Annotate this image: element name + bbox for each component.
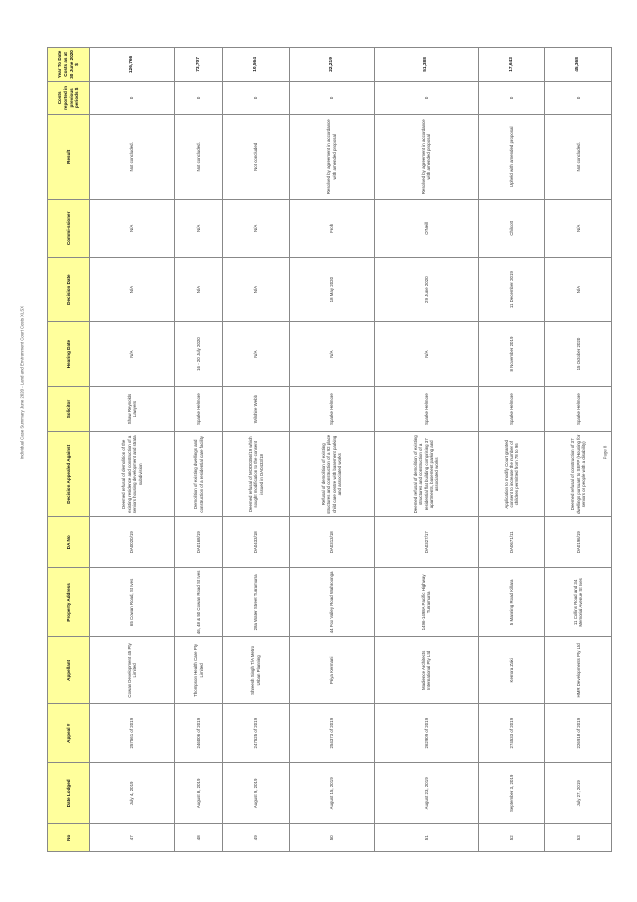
- cell-address: 1496-1498A Pacific Highway Turramurra: [374, 568, 478, 637]
- column-header: Costs reported in previous periods $: [48, 81, 90, 114]
- cell-ytd: 126,766: [90, 48, 175, 82]
- cell-prev: 0: [374, 81, 478, 114]
- cell-appeal: 274533 of 2019: [478, 704, 545, 763]
- cell-prev: 0: [175, 81, 223, 114]
- cell-ytd: 17,643: [478, 48, 545, 82]
- cell-da: DA0327/17: [374, 517, 478, 568]
- column-header: Decision Date: [48, 257, 90, 321]
- table-row: [223, 48, 290, 852]
- cell-result: Not concluded.: [545, 114, 612, 199]
- cell-no: 52: [478, 824, 545, 852]
- column-header: Decision Appealed Against: [48, 432, 90, 517]
- cell-commissioner: N/A: [90, 199, 175, 257]
- cell-da: DA0433/18: [223, 517, 290, 568]
- cell-date-lodged: August 9, 2019: [223, 763, 290, 824]
- cell-appellant: Priya Kermani: [289, 637, 374, 704]
- cell-appellant: HMR Developments Pty Ltd: [545, 637, 612, 704]
- cell-date-lodged: August 23, 2019: [374, 763, 478, 824]
- cell-hearing: N/A: [374, 322, 478, 386]
- document-header: Individual Case Summary June 2020 - Land and Environment Court Costs XLSX: [19, 305, 25, 460]
- cell-solicitor: Shaw Reynolds Lawyers: [90, 386, 175, 432]
- column-header: DA No: [48, 517, 90, 568]
- table-row: [374, 48, 478, 852]
- cell-commissioner: N/A: [545, 199, 612, 257]
- cell-no: 48: [175, 824, 223, 852]
- cell-decision-date: 11 December 2019: [478, 257, 545, 321]
- cell-result: Not concluded.: [175, 114, 223, 199]
- cell-appellant: Cowan Development 45 Pty Limited: [90, 637, 175, 704]
- cell-prev: 0: [90, 81, 175, 114]
- cell-address: 46, 48 & 50 Cowan Road St Ives: [175, 568, 223, 637]
- cell-hearing: N/A: [289, 322, 374, 386]
- cell-no: 47: [90, 824, 175, 852]
- cell-commissioner: N/A: [175, 199, 223, 257]
- cell-result: Resolved by agreement in accordance with amended proposal: [374, 114, 478, 199]
- table-header-row: [48, 48, 90, 852]
- cell-da: DA0020/19: [90, 517, 175, 568]
- cell-no: 50: [289, 824, 374, 852]
- cell-solicitor: Sparke Helmore: [175, 386, 223, 432]
- cell-address: 28a Water Street Turramurra: [223, 568, 290, 637]
- cell-commissioner: Froh: [289, 199, 374, 257]
- cell-solicitor: Sparke Helmore: [374, 386, 478, 432]
- cell-hearing: 15 October 2020: [545, 322, 612, 386]
- cell-hearing: N/A: [223, 322, 290, 386]
- column-header: Result: [48, 114, 90, 199]
- cell-appeal: 257561 of 2019: [90, 704, 175, 763]
- cell-decision: Deemed refusal of construction of 37 dwellings pursuant to SEPP (Housing for seniors or people with a disability): [545, 432, 612, 517]
- cell-da: DA0671/11: [478, 517, 545, 568]
- column-header: Commi-ssioner: [48, 199, 90, 257]
- cell-decision: Deemed refusal of demolition of the existing residence and construction of a seniors housing development and strata subdivision: [90, 432, 175, 517]
- cell-ytd: 22,219: [289, 48, 374, 82]
- column-header: Date Lodged: [48, 763, 90, 824]
- cell-da: DA0168/19: [175, 517, 223, 568]
- cell-appellant: Thompson Health Care Pty Limited: [175, 637, 223, 704]
- column-header: Hearing Date: [48, 322, 90, 386]
- cell-commissioner: N/A: [223, 199, 290, 257]
- cell-decision-date: 18 May 2020: [289, 257, 374, 321]
- cell-address: 44 Fox Valley Road Wahroonga: [289, 568, 374, 637]
- column-header: Solicitor: [48, 386, 90, 432]
- cell-ytd: 73,707: [175, 48, 223, 82]
- cell-prev: 0: [223, 81, 290, 114]
- cell-date-lodged: August 15, 2019: [289, 763, 374, 824]
- table-row: [90, 48, 175, 852]
- table-row: [175, 48, 223, 852]
- cell-appellant: Madience Architects International Pty Ltd: [374, 637, 478, 704]
- cell-decision-date: N/A: [223, 257, 290, 321]
- cell-appellant: Shreesh Singh T/A Metro Urban Planning: [223, 637, 290, 704]
- cell-date-lodged: September 3, 2019: [478, 763, 545, 824]
- cell-appeal: 262909 of 2019: [374, 704, 478, 763]
- cell-result: Resolved by agreement in accordance with amended proposal: [289, 114, 374, 199]
- column-header: Year To Date Costs as at 30 June 2020 $: [48, 48, 90, 82]
- cell-commissioner: O'Neill: [374, 199, 478, 257]
- cell-prev: 0: [289, 81, 374, 114]
- case-summary-table-wrapper: [47, 47, 612, 852]
- cell-solicitor: Wilshire Webb: [223, 386, 290, 432]
- cell-appellant: Kerrora Zaki: [478, 637, 545, 704]
- cell-ytd: 51,388: [374, 48, 478, 82]
- cell-ytd: 10,564: [223, 48, 290, 82]
- cell-address: 11 Collins Road and 34 Memorial Avenue St Ives: [545, 568, 612, 637]
- column-header: Property Address: [48, 568, 90, 637]
- cell-hearing: 16 - 20 July 2020: [175, 322, 223, 386]
- cell-appeal: 226918 of 2019: [545, 704, 612, 763]
- table-row: [289, 48, 374, 852]
- table-row: [545, 48, 612, 852]
- cell-address: 5 Manning Road Killara: [478, 568, 545, 637]
- cell-prev: 0: [478, 81, 545, 114]
- table-row: [478, 48, 545, 852]
- column-header: No: [48, 824, 90, 852]
- cell-result: Not concluded.: [90, 114, 175, 199]
- cell-decision-date: 29 June 2020: [374, 257, 478, 321]
- cell-hearing: N/A: [90, 322, 175, 386]
- cell-da: DA0313/18: [289, 517, 374, 568]
- cell-appeal: 246006 of 2019: [175, 704, 223, 763]
- cell-decision: Deemed refusal of demolition of existing structures and construction of a residential flat building comprising 37 apartments, basement parking and associated works: [374, 432, 478, 517]
- cell-decision-date: N/A: [90, 257, 175, 321]
- cell-appeal: 247525 of 2019: [223, 704, 290, 763]
- case-summary-table: [47, 47, 612, 852]
- cell-date-lodged: August 8, 2019: [175, 763, 223, 824]
- cell-ytd: 45,368: [545, 48, 612, 82]
- cell-date-lodged: July 4, 2019: [90, 763, 175, 824]
- column-header: Appellant: [48, 637, 90, 704]
- cell-decision: Application to modify Court granted consent to increase the number of children permitted from 78 to 96: [478, 432, 545, 517]
- cell-decision: Demolition of existing dwellings and construction of a residential care facility: [175, 432, 223, 517]
- cell-decision-date: N/A: [175, 257, 223, 321]
- cell-commissioner: Chilcott: [478, 199, 545, 257]
- cell-decision: Refusal of demolition of existing structures and construction of a 92 place child care centre with basement parking and associated works: [289, 432, 374, 517]
- table-body: [90, 48, 612, 852]
- cell-da: DA0196/19: [545, 517, 612, 568]
- cell-date-lodged: July 27, 2019: [545, 763, 612, 824]
- column-header: Appeal #: [48, 704, 90, 763]
- cell-address: 65 Cowan Road, St Ives: [90, 568, 175, 637]
- cell-no: 49: [223, 824, 290, 852]
- cell-decision: Deemed refusal of MOD0356/19 which sought modification to the consent issued in DA0433/18: [223, 432, 290, 517]
- cell-no: 51: [374, 824, 478, 852]
- cell-decision-date: N/A: [545, 257, 612, 321]
- cell-solicitor: Sparke Helmore: [478, 386, 545, 432]
- cell-no: 53: [545, 824, 612, 852]
- cell-result: Not concluded: [223, 114, 290, 199]
- cell-solicitor: Sparke Helmore: [545, 386, 612, 432]
- page-number: Page 8: [602, 445, 608, 460]
- cell-solicitor: Sparke Helmore: [289, 386, 374, 432]
- cell-appeal: 254373 of 2019: [289, 704, 374, 763]
- cell-hearing: 8 November 2019: [478, 322, 545, 386]
- cell-prev: 0: [545, 81, 612, 114]
- cell-result: Upheld with amended proposal: [478, 114, 545, 199]
